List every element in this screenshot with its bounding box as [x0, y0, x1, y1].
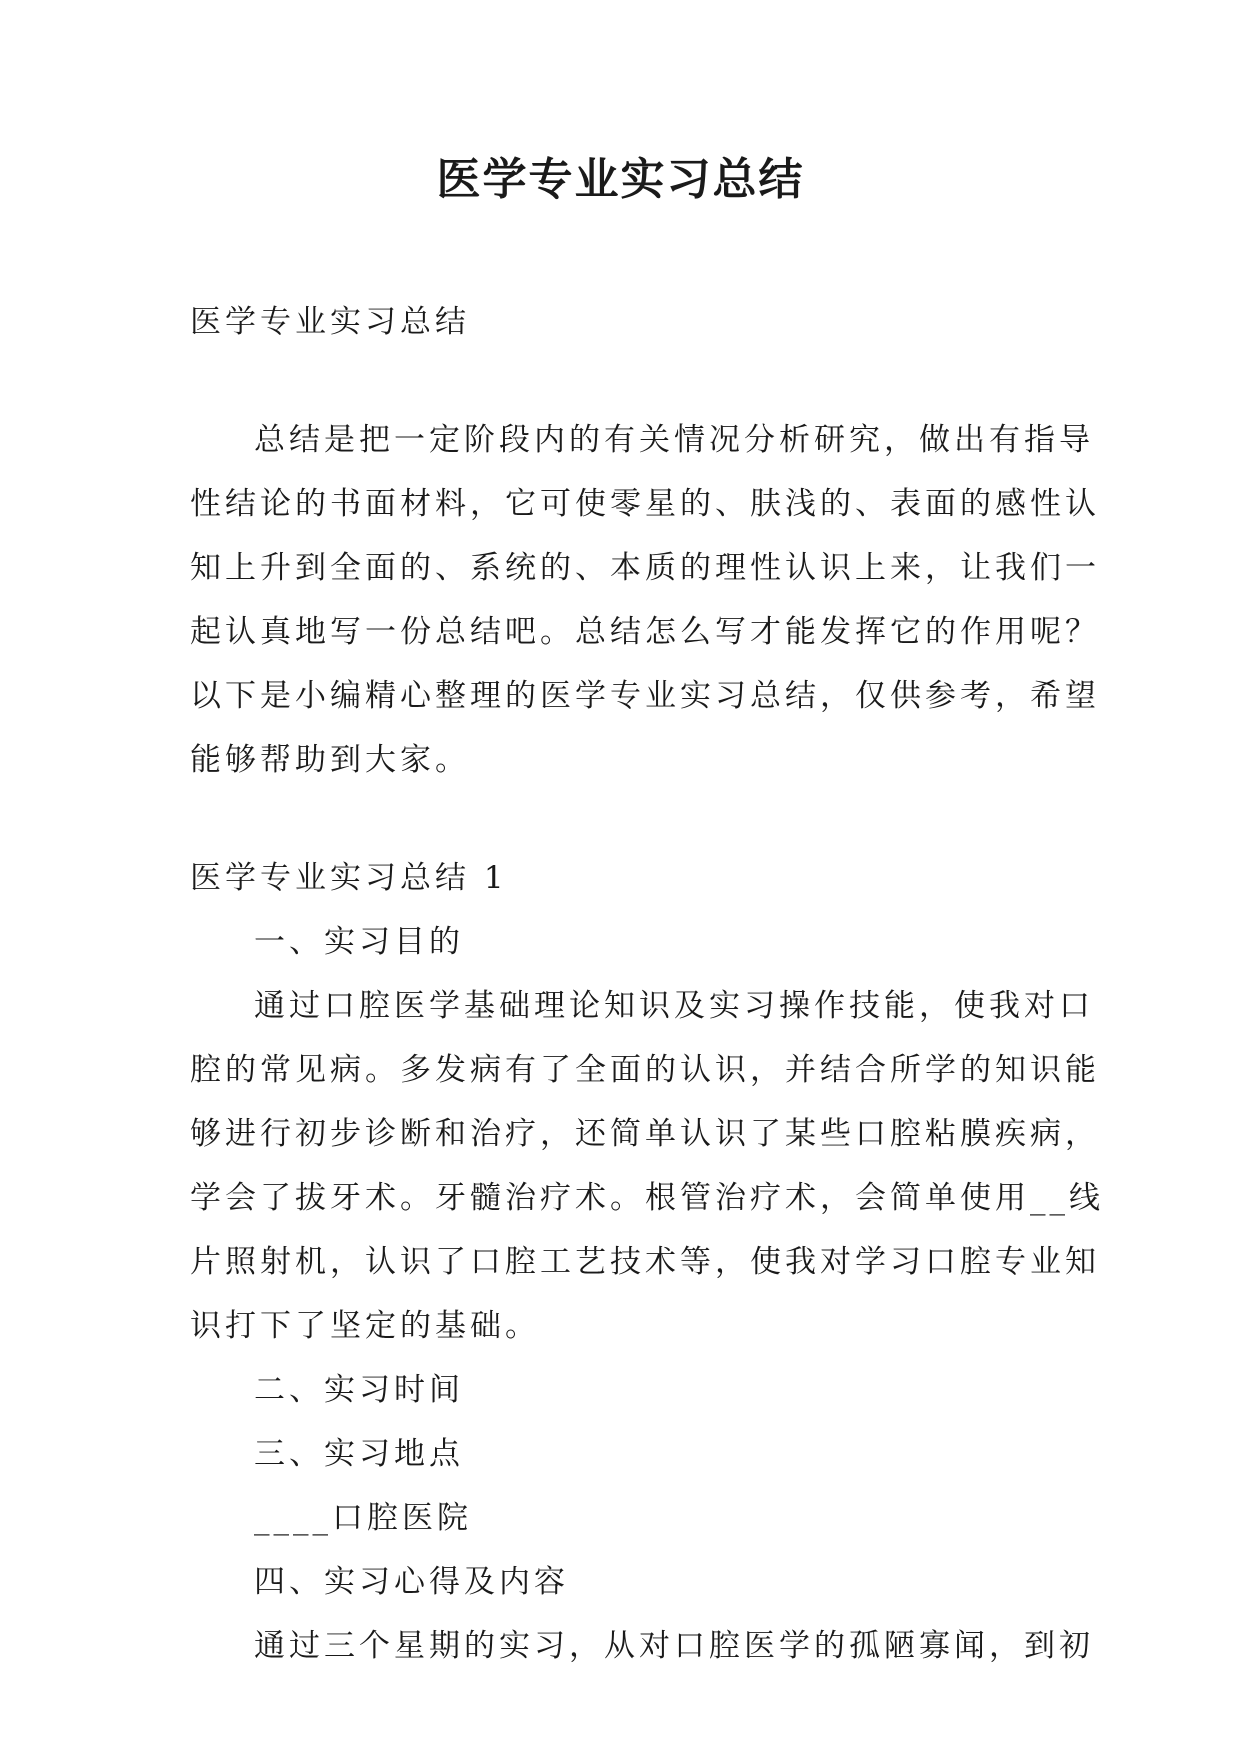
purpose-line: 片照射机，认识了口腔工艺技术等，使我对学习口腔专业知	[190, 1244, 1100, 1280]
purpose-line: 识打下了坚定的基础。	[190, 1308, 540, 1344]
section-title: 医学专业实习总结 1	[190, 860, 508, 896]
heading-content: 四、实习心得及内容	[254, 1564, 569, 1600]
spacer	[190, 792, 1065, 846]
document-body	[190, 290, 1104, 1678]
purpose-line: 腔的常见病。多发病有了全面的认识，并结合所学的知识能	[190, 1052, 1100, 1088]
intro-line: 总结是把一定阶段内的有关情况分析研究，做出有指导	[254, 422, 1094, 458]
heading-time: 二、实习时间	[254, 1372, 464, 1408]
purpose-line: 够进行初步诊断和治疗，还简单认识了某些口腔粘膜疾病，	[190, 1116, 1100, 1152]
heading-location: 三、实习地点	[254, 1436, 464, 1472]
purpose-line: 学会了拔牙术。牙髓治疗术。根管治疗术，会简单使用__线	[190, 1180, 1104, 1216]
spacer	[190, 354, 1065, 408]
heading-purpose: 一、实习目的	[254, 924, 464, 960]
location-text: ____口腔医院	[254, 1500, 472, 1536]
document-title: 医学专业实习总结	[436, 154, 805, 205]
content-line: 通过三个星期的实习，从对口腔医学的孤陋寡闻，到初	[254, 1628, 1094, 1664]
purpose-line: 通过口腔医学基础理论知识及实习操作技能，使我对口	[254, 988, 1094, 1024]
intro-line: 起认真地写一份总结吧。总结怎么写才能发挥它的作用呢？	[190, 614, 1100, 650]
intro-line: 以下是小编精心整理的医学专业实习总结，仅供参考，希望	[190, 678, 1100, 714]
intro-line: 知上升到全面的、系统的、本质的理性认识上来，让我们一	[190, 550, 1100, 586]
intro-line: 性结论的书面材料，它可使零星的、肤浅的、表面的感性认	[190, 486, 1100, 522]
intro-line: 能够帮助到大家。	[190, 742, 470, 778]
subtitle: 医学专业实习总结	[190, 304, 470, 340]
